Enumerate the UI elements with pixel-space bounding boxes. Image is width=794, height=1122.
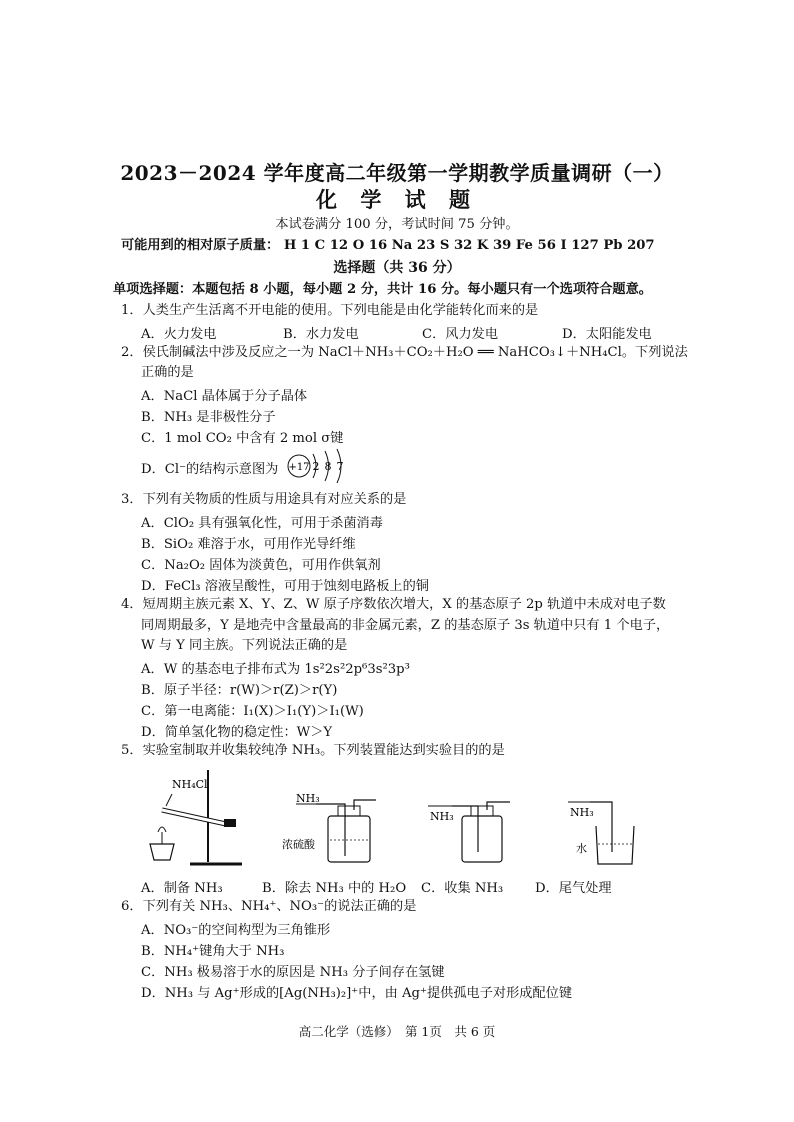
- nh3-label-c: NH₃: [430, 810, 454, 823]
- q4-stem-cont: 同周期最多，Y 是地壳中含量最高的非金属元素，Z 的基态原子 3s 轨道中只有 1 个电子，: [141, 618, 670, 633]
- q5-option-a: A．制备 NH₃: [141, 881, 223, 896]
- q2-option-a: A．NaCl 晶体属于分子晶体: [141, 389, 308, 404]
- subject-title: 化 学 试 题: [316, 187, 478, 212]
- q1-stem: 1．人类生产生活离不开电能的使用。下列电能是由化学能转化而来的是: [121, 303, 539, 318]
- nh3-label-d: NH₃: [570, 806, 594, 819]
- nh3-label-b: NH₃: [296, 792, 320, 805]
- q4-stem: 4．短周期主族元素 X、Y、Z、W 原子序数依次增大，X 的基态原子 2p 轨道中未成对电子数: [121, 597, 666, 612]
- water-label: 水: [576, 842, 587, 855]
- exam-title: 2023－2024 学年度高二年级第一学期教学质量调研（一）: [120, 161, 674, 185]
- q6-option-b: B．NH₄⁺键角大于 NH₃: [141, 944, 285, 959]
- shell-electrons-2: 8: [324, 460, 332, 473]
- q2-stem: 2．侯氏制碱法中涉及反应之一为 NaCl＋NH₃＋CO₂＋H₂O ══ NaHCO₃↓＋NH₄Cl。下列说法: [121, 345, 688, 360]
- q5-apparatus-figure: [140, 766, 660, 876]
- beaker: [596, 826, 634, 864]
- exam-info: 本试卷满分 100 分，考试时间 75 分钟。: [275, 217, 519, 232]
- q4-option-b: B．原子半径：r(W)＞r(Z)＞r(Y): [141, 683, 338, 698]
- clamp: [224, 819, 236, 827]
- nucleus-charge: +17: [288, 462, 310, 473]
- q4-stem-cont2: W 与 Y 同主族。下列说法正确的是: [141, 638, 348, 653]
- apparatus-c: [428, 802, 510, 862]
- q1-option-d: D．太阳能发电: [562, 327, 652, 342]
- q3-option-b: B．SiO₂ 难溶于水，可用作光导纤维: [141, 537, 356, 552]
- q6-option-a: A．NO₃⁻的空间构型为三角锥形: [141, 923, 331, 938]
- alcohol-lamp: [150, 844, 174, 860]
- q6-option-c: C．NH₃ 极易溶于水的原因是 NH₃ 分子间存在氢键: [141, 965, 445, 980]
- q6-option-d: D．NH₃ 与 Ag⁺形成的[Ag(NH₃)₂]⁺中，由 Ag⁺提供孤电子对形成配位键: [141, 986, 573, 1001]
- section-title: 选择题（共 36 分）: [333, 260, 461, 276]
- q2-option-c: C．1 mol CO₂ 中含有 2 mol σ键: [141, 431, 344, 446]
- atomic-mass-line: 可能用到的相对原子质量： H 1 C 12 O 16 Na 23 S 32 K 39 Fe 56 I 127 Pb 207: [121, 238, 655, 253]
- q5-stem: 5．实验室制取并收集较纯净 NH₃。下列装置能达到实验目的的是: [121, 743, 505, 758]
- q2-option-d: D．Cl⁻的结构示意图为: [141, 462, 279, 477]
- q3-option-d: D．FeCl₃ 溶液呈酸性，可用于蚀刻电路板上的铜: [141, 579, 429, 594]
- q3-option-c: C．Na₂O₂ 固体为淡黄色，可用作供氧剂: [141, 558, 381, 573]
- q5-option-c: C．收集 NH₃: [421, 881, 504, 896]
- chloride-ion-structure-diagram: [283, 446, 355, 484]
- q3-option-a: A．ClO₂ 具有强氧化性，可用于杀菌消毒: [141, 516, 383, 531]
- q5-option-b: B．除去 NH₃ 中的 H₂O: [262, 881, 407, 896]
- nh4cl-label: NH₄Cl: [172, 778, 208, 791]
- q3-stem: 3．下列有关物质的性质与用途具有对应关系的是: [121, 492, 407, 507]
- acid-label: 浓硫酸: [282, 838, 315, 851]
- bottle-c: [462, 816, 502, 862]
- section-instruction: 单项选择题：本题包括 8 小题，每小题 2 分，共计 16 分。每小题只有一个选项符合题意。: [113, 282, 652, 297]
- q6-stem: 6．下列有关 NH₃、NH₄⁺、NO₃⁻的说法正确的是: [121, 899, 417, 914]
- apparatus-d: [568, 802, 634, 864]
- q4-option-c: C．第一电离能：I₁(X)＞I₁(Y)＞I₁(W): [141, 704, 364, 719]
- q4-option-d: D．简单氢化物的稳定性：W＞Y: [141, 725, 333, 740]
- apparatus-b: [282, 792, 376, 862]
- q1-option-a: A．火力发电: [141, 327, 217, 342]
- q2-stem-cont: 正确的是: [141, 365, 194, 380]
- page-footer: 高二化学（选修） 第 1页 共 6 页: [298, 1024, 496, 1039]
- shell-electrons-3: 7: [336, 460, 344, 473]
- q1-option-c: C．风力发电: [422, 327, 499, 342]
- q2-option-b: B．NH₃ 是非极性分子: [141, 410, 276, 425]
- q1-option-b: B．水力发电: [283, 327, 359, 342]
- shell-electrons-1: 2: [312, 460, 320, 473]
- apparatus-a: [150, 770, 242, 864]
- q5-option-d: D．尾气处理: [535, 881, 612, 896]
- bottle-b: [328, 816, 370, 862]
- q4-option-a: A．W 的基态电子排布式为 1s²2s²2p⁶3s²3p³: [141, 662, 410, 677]
